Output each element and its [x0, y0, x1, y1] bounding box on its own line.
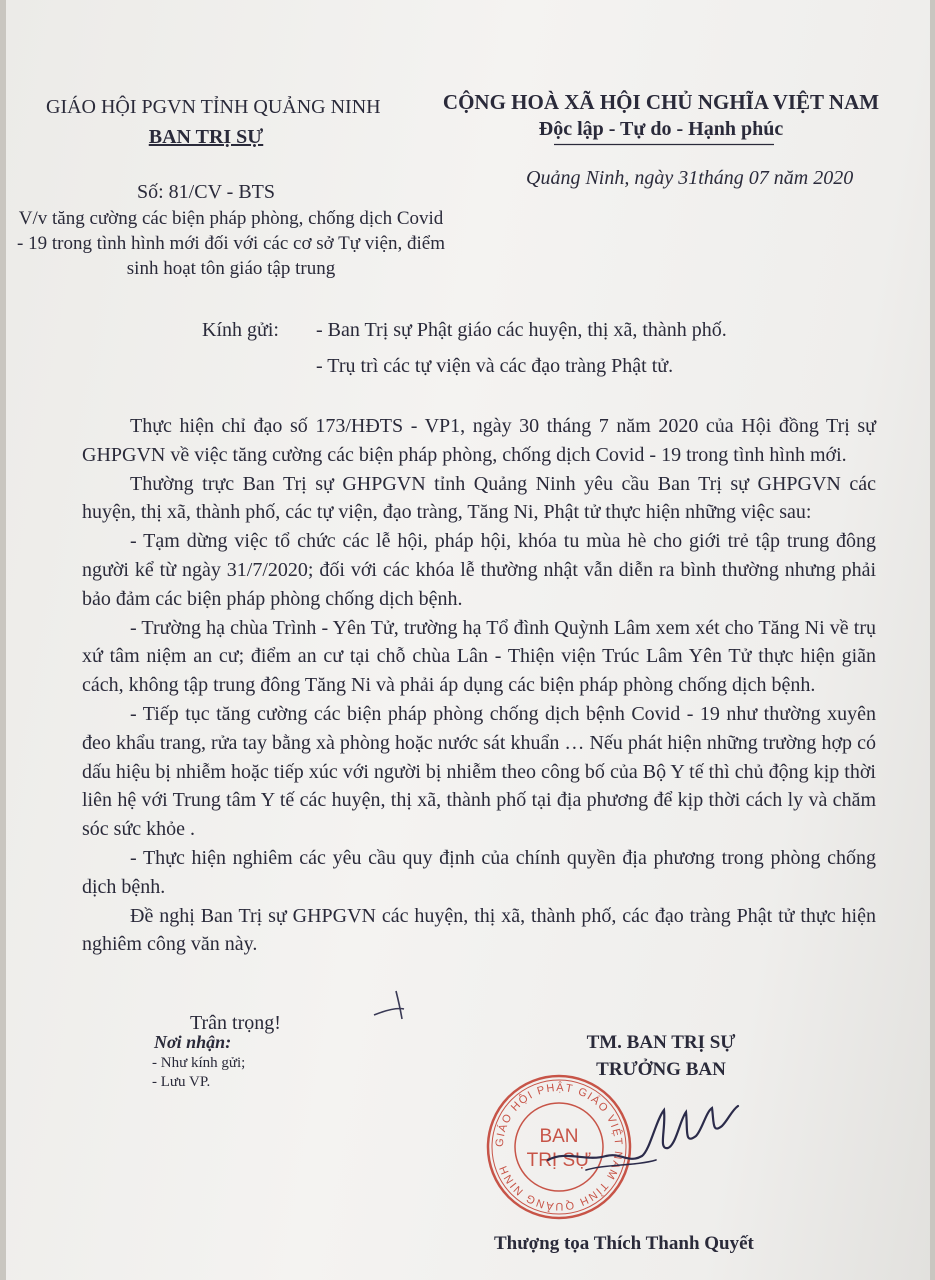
- seal-center-text: TRỊ SỰ: [526, 1150, 592, 1171]
- handwritten-signature: [546, 1090, 746, 1180]
- signatory-position: TRƯỞNG BAN: [596, 1059, 726, 1080]
- motto-underline: [554, 143, 774, 146]
- national-title: CỘNG HOÀ XÃ HỘI CHỦ NGHĨA VIỆT NAM: [442, 90, 880, 114]
- receiver-item: - Như kính gửi;: [152, 1055, 246, 1071]
- body-paragraph: - Trường hạ chùa Trình - Yên Tử, trường hạ Tổ đình Quỳnh Lâm xem xét cho Tăng Ni về trụ xứ tâm niệm an cư; điểm an cư tại chỗ chùa Lân - Thiện viện Trúc Lâm Yên Tử thực hiện giãn cách, không tập trung đông Tăng Ni và phải áp dụng các biện pháp phòng chống dịch bệnh.: [82, 616, 876, 697]
- recipient-line: - Trụ trì các tự viện và các đạo tràng Phật tử.: [316, 355, 674, 377]
- receivers-title: Nơi nhận:: [154, 1032, 232, 1052]
- document-body: [82, 412, 876, 959]
- document-number: Số: 81/CV - BTS: [137, 181, 275, 203]
- body-paragraph: - Tạm dừng việc tổ chức các lễ hội, pháp hội, khóa tu mùa hè cho giới trẻ tập trung đông người kể từ ngày 31/7/2020; đối với các khóa lễ thường nhật vẫn diễn ra bình thường nhưng phải bảo đảm các biện pháp phòng chống dịch bệnh.: [82, 530, 876, 610]
- body-paragraph: - Thực hiện nghiêm các yêu cầu quy định của chính quyền địa phương trong phòng chống dịch bệnh.: [82, 846, 876, 898]
- document-date: Quảng Ninh, ngày 31tháng 07 năm 2020: [526, 167, 854, 189]
- body-paragraph: Thực hiện chỉ đạo số 173/HĐTS - VP1, ngày 30 tháng 7 năm 2020 của Hội đồng Trị sự GHPGVN về việc tăng cường các biện pháp phòng, chống dịch Covid - 19 trong tình hình mới.: [82, 415, 876, 466]
- issuing-organization: GIÁO HỘI PGVN TỈNH QUẢNG NINH: [46, 96, 381, 118]
- body-paragraph: Đề nghị Ban Trị sự GHPGVN các huyện, thị xã, thành phố, các đạo tràng Phật tử thực hiện nghiêm công văn này.: [82, 904, 876, 956]
- seal-ring-text: GIÁO HỘI PHẬT GIÁO VIỆT NAM TỈNH QUẢNG NINH: [493, 1081, 625, 1213]
- recipient-line: - Ban Trị sự Phật giáo các huyện, thị xã, thành phố.: [316, 319, 727, 341]
- closing-phrase: Trân trọng!: [190, 1012, 281, 1034]
- body-paragraph: Thường trực Ban Trị sự GHPGVN tỉnh Quảng Ninh yêu cầu Ban Trị sự GHPGVN các huyện, thị xã, thành phố, các tự viện, đạo tràng, Tăng Ni, Phật tử thực hiện những việc sau:: [82, 472, 876, 524]
- body-paragraph: - Tiếp tục tăng cường các biện pháp phòng chống dịch bệnh Covid - 19 như thường xuyên đeo khẩu trang, rửa tay bằng xà phòng hoặc nước sát khuẩn … Nếu phát hiện những trường hợp có dấu hiệu bị nhiễm hoặc tiếp xúc với người bị nhiễm theo công bố của Bộ Y tế thì chủ động kịp thời liên hệ với Trung tâm Y tế các huyện, thị xã, thành phố tại địa phương để kịp thời cách ly và chăm sóc sức khỏe .: [82, 702, 876, 841]
- seal-center-text: BAN: [539, 1126, 579, 1147]
- signatory-title: TM. BAN TRỊ SỰ: [586, 1032, 736, 1053]
- handwritten-mark: [366, 985, 426, 1025]
- signer-name: Thượng tọa Thích Thanh Quyết: [494, 1233, 754, 1254]
- national-motto: Độc lập - Tự do - Hạnh phúc: [538, 118, 784, 140]
- recipients-label: Kính gửi:: [202, 319, 279, 341]
- issuing-department: BAN TRỊ SỰ: [148, 126, 264, 148]
- receiver-item: - Lưu VP.: [152, 1074, 211, 1090]
- document-page: [6, 0, 930, 1280]
- document-subject: V/v tăng cường các biện pháp phòng, chống dịch Covid - 19 trong tình hình mới đối với các cơ sở Tự viện, điểm sinh hoạt tôn giáo tập trung: [17, 208, 445, 279]
